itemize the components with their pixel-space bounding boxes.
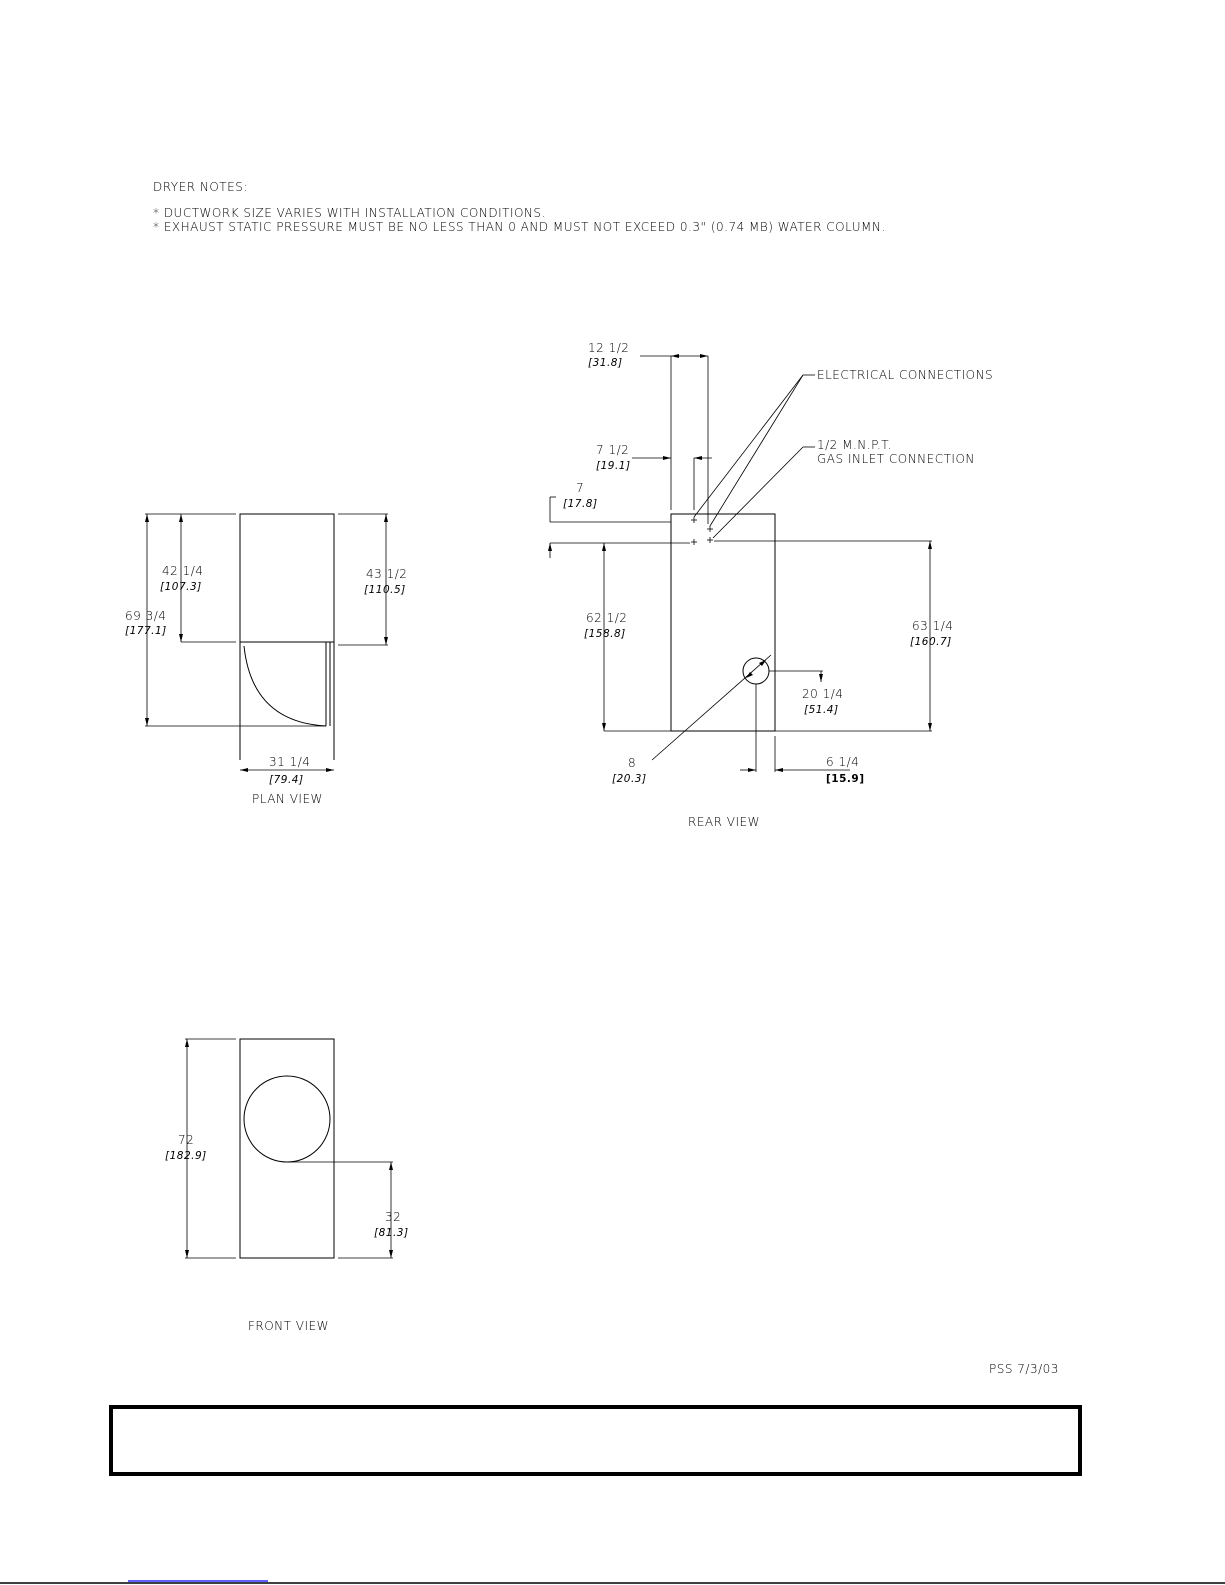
- front-view: [165, 1039, 409, 1333]
- dim-exhaust-height-cm: [51.4]: [804, 704, 839, 716]
- notes-title: DRYER NOTES:: [153, 180, 248, 194]
- front-door-window: [244, 1076, 330, 1162]
- dim-exhaust-side-in: 6 1/4: [826, 755, 860, 769]
- dim-gas-offset-cm: [19.1]: [596, 460, 631, 472]
- dim-elec-height-in: 63 1/4: [912, 619, 954, 633]
- gas-callout-leader: [713, 447, 815, 538]
- dim-width-in: 31 1/4: [269, 755, 311, 769]
- front-cabinet: [240, 1039, 334, 1258]
- rear-view: [548, 341, 993, 829]
- gas-inlet-connection-point: [691, 537, 713, 545]
- rear-view-label: REAR VIEW: [688, 815, 760, 829]
- dim-elec-offset-cm: [31.8]: [588, 357, 623, 369]
- rear-cabinet: [671, 514, 775, 731]
- callout-gas-line-1: 1/2 M.N.P.T.: [817, 438, 892, 452]
- dim-cabinet-depth-in: 42 1/4: [162, 564, 204, 578]
- dim-elec-height-cm: [160.7]: [910, 636, 952, 648]
- callout-electrical-connections: ELECTRICAL CONNECTIONS: [817, 368, 994, 382]
- dim-cabinet-depth-cm: [107.3]: [160, 581, 202, 593]
- dim-front-height-in: 72: [178, 1133, 195, 1147]
- dim-exhaust-dia-in: 8: [628, 756, 637, 770]
- dim-gas-offset-in: 7 1/2: [596, 443, 630, 457]
- dim-cabinet-depth-right-cm: [110.5]: [364, 584, 406, 596]
- front-view-label: FRONT VIEW: [248, 1319, 330, 1333]
- dim-overall-depth-cm: [177.1]: [125, 625, 167, 637]
- dim-door-height-in: 32: [385, 1210, 402, 1224]
- dim-overall-depth-in: 69 3/4: [125, 609, 167, 623]
- plan-cabinet: [240, 514, 334, 642]
- dim-exhaust-dia-cm: [20.3]: [612, 773, 647, 785]
- dim-leader-exhaust-dia: [652, 655, 771, 760]
- dim-elec-offset-in: 12 1/2: [588, 341, 630, 355]
- caption-box: [111, 1407, 1080, 1474]
- dim-front-height-cm: [182.9]: [165, 1150, 207, 1162]
- dim-gas-height-in: 62 1/2: [586, 611, 628, 625]
- dim-cabinet-depth-right-in: 43 1/2: [366, 567, 408, 581]
- plan-view: [125, 514, 407, 806]
- dim-top-offset-cm: [17.8]: [563, 498, 598, 510]
- plan-view-label: PLAN VIEW: [252, 792, 323, 806]
- dim-gas-height-cm: [158.8]: [584, 628, 626, 640]
- dim-width-cm: [79.4]: [269, 774, 304, 786]
- plan-door-swing-arc: [244, 646, 326, 726]
- revision-stamp: PSS 7/3/03: [989, 1362, 1059, 1376]
- electrical-connection-points: [691, 517, 713, 532]
- dryer-notes: [153, 180, 886, 234]
- dim-door-height-cm: [81.3]: [374, 1227, 409, 1239]
- notes-line-2: * EXHAUST STATIC PRESSURE MUST BE NO LESS THAN 0 AND MUST NOT EXCEED 0.3" (0.74 MB) WATER COLUMN.: [153, 220, 886, 234]
- callout-gas-line-2: GAS INLET CONNECTION: [817, 452, 975, 466]
- dim-top-offset-in: 7: [576, 481, 585, 495]
- notes-line-1: * DUCTWORK SIZE VARIES WITH INSTALLATION CONDITIONS.: [153, 206, 546, 220]
- electrical-callout-leaders: [694, 375, 815, 526]
- dim-exhaust-side-cm: [15.9]: [826, 773, 865, 785]
- dim-exhaust-height-in: 20 1/4: [802, 687, 844, 701]
- exhaust-outlet: [743, 658, 769, 684]
